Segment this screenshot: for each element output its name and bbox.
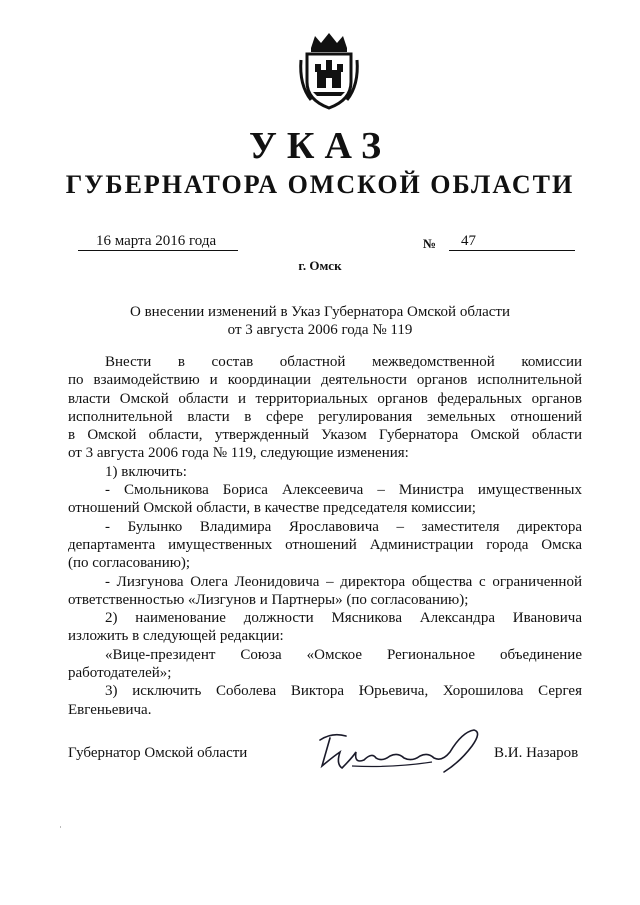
- body-line: Евгеньевича.: [68, 701, 152, 718]
- body-line: отношений Омской области, в качестве председателя комиссии;: [68, 500, 476, 517]
- body-line: исполнительной власти в сфере регулирования земельных отношений: [68, 408, 582, 425]
- decree-body: [68, 353, 582, 719]
- body-line: власти Омской области и территориальных органов федеральных органов: [68, 390, 582, 407]
- body-line: от 3 августа 2006 года № 119, следующие изменения:: [68, 445, 409, 462]
- body-line: 2) наименование должности Мясникова Александра Ивановича: [105, 610, 582, 627]
- body-line: по взаимодействию и координации деятельности органов исполнительной: [68, 372, 582, 389]
- decree-city: г. Омск: [298, 258, 342, 273]
- body-line: изложить в следующей редакции:: [68, 628, 284, 645]
- omsk-coat-of-arms-icon: [297, 30, 361, 110]
- body-line: - Булынко Владимира Ярославовича – заместителя директора: [105, 518, 582, 535]
- subject-line: О внесении изменений в Указ Губернатора Омской области: [130, 304, 510, 320]
- decree-date: 16 марта 2016 года: [78, 233, 238, 251]
- body-line: департамента имущественных отношений Администрации города Омска: [68, 536, 582, 553]
- body-line: - Лизгунова Олега Леонидовича – директора общества с ограниченной: [105, 573, 582, 590]
- issuer-title: ГУБЕРНАТОРА ОМСКОЙ ОБЛАСТИ: [65, 170, 575, 199]
- subject-line: от 3 августа 2006 года № 119: [227, 322, 413, 338]
- decree-subject: [0, 303, 640, 339]
- scan-speck: [60, 826, 61, 828]
- handwritten-signature-icon: [312, 722, 487, 777]
- body-line: Внести в состав областной межведомственной комиссии: [105, 354, 582, 370]
- body-line: 1) включить:: [105, 463, 187, 480]
- signatory-position: Губернатор Омской области: [68, 745, 248, 761]
- body-line: ответственностью «Лизгунов и Партнеры» (по согласованию);: [68, 591, 469, 608]
- document-type-title: УКАЗ: [249, 125, 391, 167]
- body-line: «Вице-президент Союза «Омское Региональное объединение: [105, 646, 582, 663]
- number-label: №: [423, 236, 437, 251]
- body-line: - Смольникова Бориса Алексеевича – Министра имущественных: [105, 482, 582, 499]
- signatory-name: В.И. Назаров: [494, 745, 579, 761]
- body-line: в Омской области, утвержденный Указом Губернатора Омской области: [68, 427, 582, 444]
- body-line: работодателей»;: [68, 665, 172, 682]
- body-line: 3) исключить Соболева Виктора Юрьевича, Хорошилова Сергея: [105, 683, 582, 700]
- body-line: (по согласованию);: [68, 555, 191, 572]
- decree-number: 47: [449, 233, 575, 251]
